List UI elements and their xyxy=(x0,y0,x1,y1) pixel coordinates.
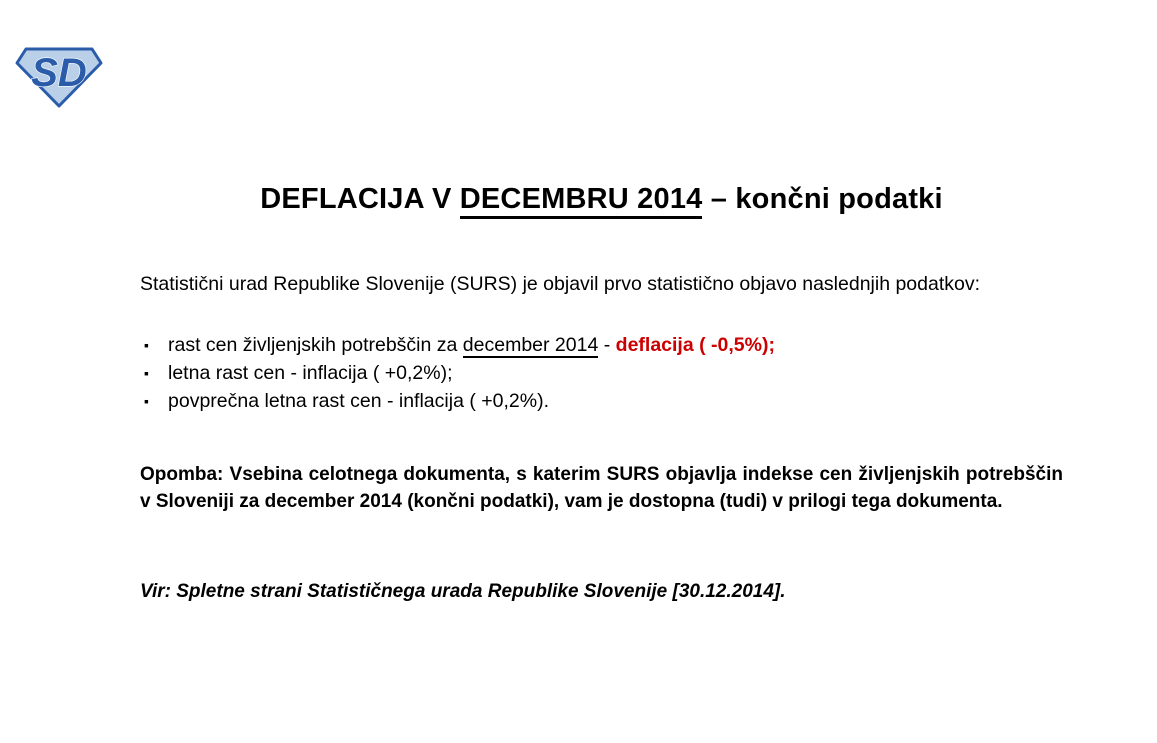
bullet-square-icon: ▪ xyxy=(144,393,149,409)
bullet1-mid: - xyxy=(598,334,616,356)
bullet-square-icon: ▪ xyxy=(144,365,149,381)
list-item-annual-rate xyxy=(140,359,1063,387)
list-item-monthly-rate xyxy=(140,331,1063,359)
bullet2-text: letna rast cen - inflacija ( +0,2%); xyxy=(168,362,453,384)
deflation-value: deflacija ( -0,5%); xyxy=(615,334,775,356)
bullet1-pre: rast cen življenjskih potrebščin za xyxy=(168,334,463,356)
sd-logo-icon xyxy=(15,44,103,110)
intro-paragraph: Statistični urad Republike Slovenije (SURS) je objavil prvo statistično objavo naslednjih podatkov: xyxy=(140,272,981,295)
sd-logo-letters: SD xyxy=(31,51,87,95)
title-suffix: – končni podatki xyxy=(702,183,943,216)
bullet3-text: povprečna letna rast cen - inflacija ( +0,2%). xyxy=(168,390,549,412)
source-line: Vir: Spletne strani Statističnega urada Republike Slovenije [30.12.2014]. xyxy=(140,581,786,602)
title-prefix: DEFLACIJA V xyxy=(260,183,460,216)
bullet1-underlined-date: december 2014 xyxy=(462,334,599,356)
key-figures-list xyxy=(140,331,1063,415)
page-title xyxy=(140,183,1063,216)
list-item-average-annual-rate xyxy=(140,387,1063,415)
note-paragraph: Opomba: Vsebina celotnega dokumenta, s katerim SURS objavlja indekse cen življenjskih potrebščin v Sloveniji za december 2014 (končni podatki), vam je dostopna (tudi) v prilogi tega dokumenta. xyxy=(140,464,1063,512)
bullet-square-icon: ▪ xyxy=(144,337,149,353)
title-underlined-date: DECEMBRU 2014 xyxy=(460,183,703,219)
